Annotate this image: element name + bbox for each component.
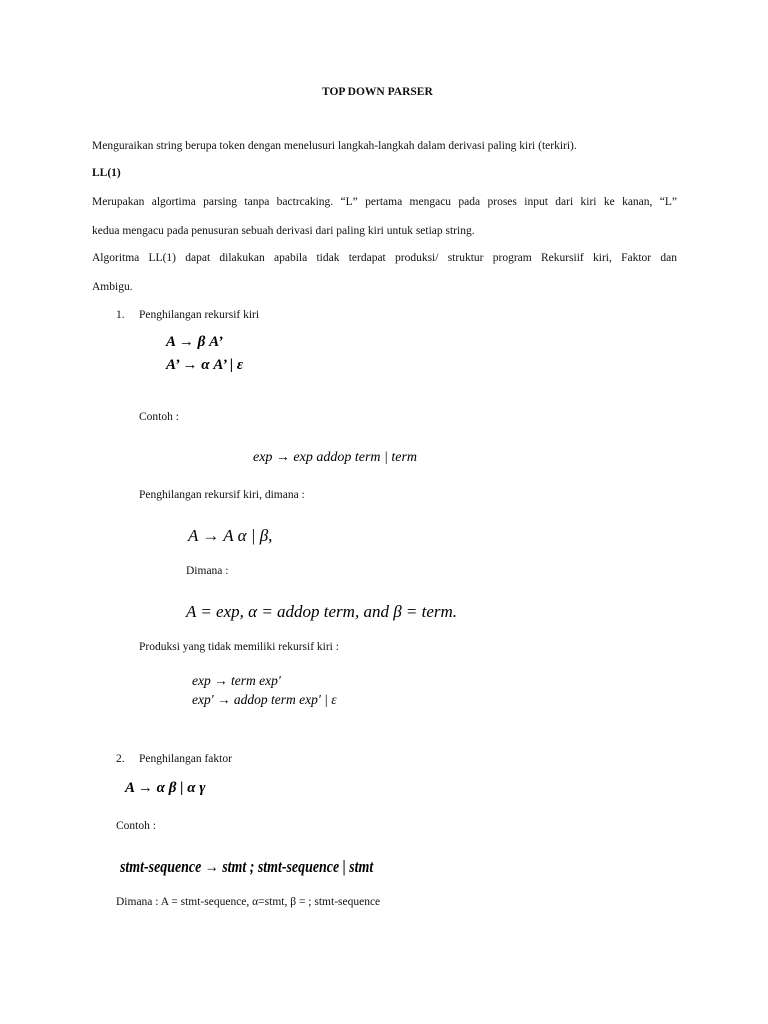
- intro-paragraph: Menguraikan string berupa token dengan menelusuri langkah-langkah dalam derivasi paling kiri (terkiri).: [92, 140, 577, 152]
- list-number: 2.: [116, 753, 125, 765]
- ll1-condition-line: Algoritma LL(1) dapat dilakukan apabila tidak terdapat produksi/ struktur program Rekursiif kiri, Faktor dan: [92, 252, 677, 264]
- factor-dimana-line: Dimana : A = stmt-sequence, α=stmt, β = ; stmt-sequence: [116, 896, 381, 908]
- example-formula: exp → exp addop term | term: [253, 450, 418, 465]
- ll1-paragraph-line: kedua mengacu pada penusuran sebuah derivasi dari paling kiri untuk setiap string.: [92, 225, 475, 237]
- produksi-formula-line: exp → term exp': [192, 673, 281, 688]
- list-number: 1.: [116, 309, 125, 321]
- contoh-label: Contoh :: [116, 820, 156, 832]
- produksi-formula-line: exp' → addop term exp' | ε: [192, 692, 337, 707]
- ll1-condition-line: Ambigu.: [92, 281, 133, 293]
- removal-formula: A → A α | β,: [188, 526, 273, 545]
- ll1-paragraph-line: Merupakan algortima parsing tanpa bactrcaking. “L” pertama mengacu pada proses input dari kiri ke kanan, “L”: [92, 196, 677, 208]
- formula-line: A → β A’: [166, 334, 223, 350]
- page-title: TOP DOWN PARSER: [322, 86, 433, 98]
- formula-line: A’ → α A’ | ε: [166, 357, 244, 373]
- ll1-heading: LL(1): [92, 167, 121, 179]
- factor-formula: A → α β | α γ: [125, 780, 206, 796]
- dimana-label: Dimana :: [186, 565, 229, 577]
- removal-label: Penghilangan rekursif kiri, dimana :: [139, 489, 305, 501]
- contoh-label: Contoh :: [139, 411, 179, 423]
- dimana-formula: A = exp, α = addop term, and β = term.: [186, 602, 458, 621]
- list-item-label: Penghilangan faktor: [139, 753, 232, 765]
- factor-example-formula: stmt-sequence → stmt ; stmt-sequence | stmt: [120, 857, 374, 876]
- produksi-label: Produksi yang tidak memiliki rekursif kiri :: [139, 641, 339, 653]
- list-item-label: Penghilangan rekursif kiri: [139, 309, 260, 321]
